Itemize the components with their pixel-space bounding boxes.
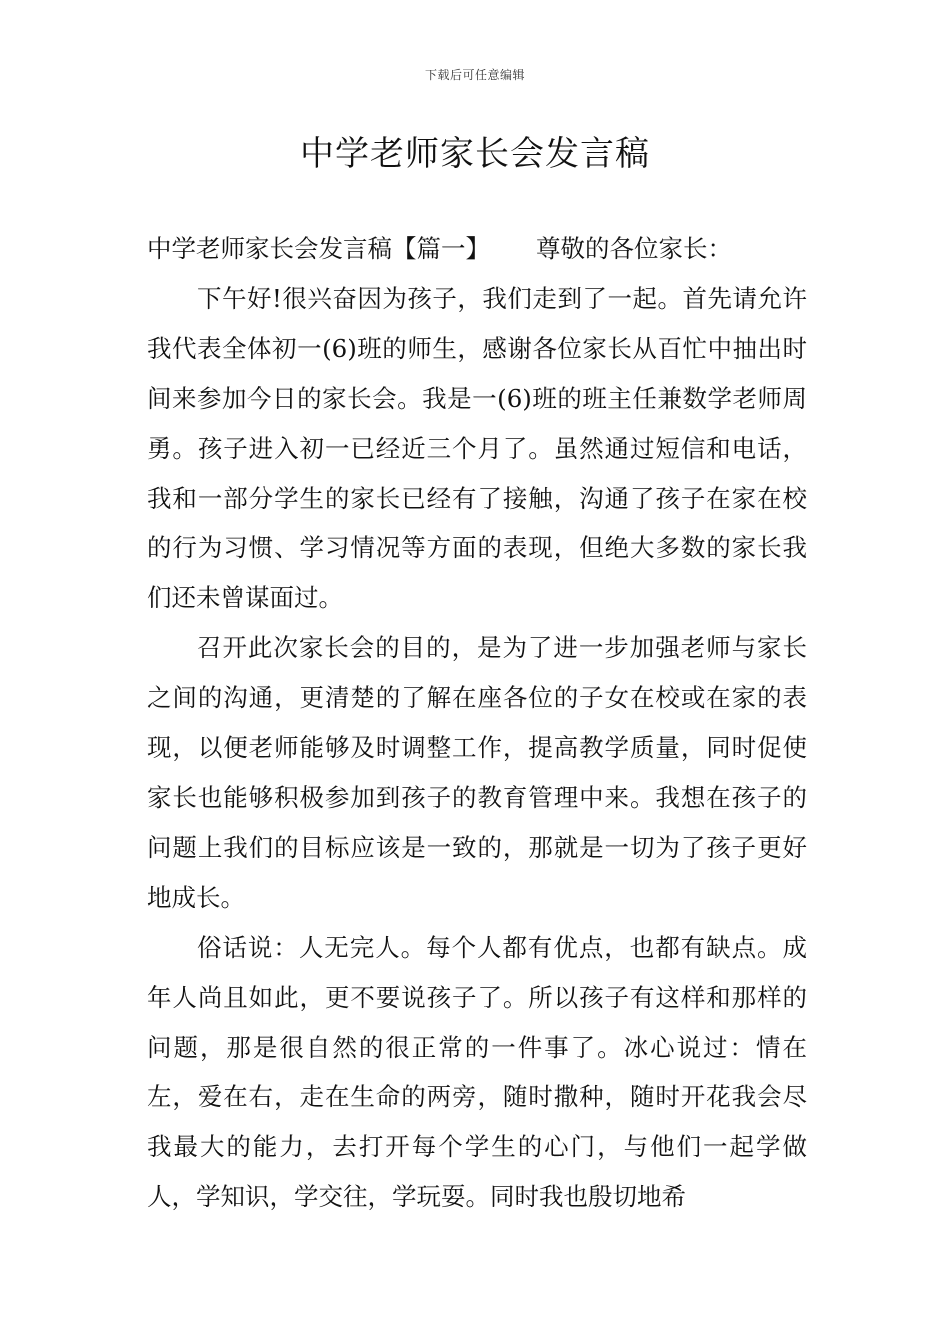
paragraph: 召开此次家长会的目的，是为了进一步加强老师与家长之间的沟通，更清楚的了解在座各位的子女在校或在家的表现，以便老师能够及时调整工作，提高教学质量，同时促使家长也能够积极参加到孩子的教育管理中来。我想在孩子的问题上我们的目标应该是一致的，那就是一切为了孩子更好地成长。 bbox=[147, 633, 807, 912]
paragraph: 下午好!很兴奋因为孩子，我们走到了一起。首先请允许我代表全体初一(6)班的师生，感谢各位家长从百忙中抽出时间来参加今日的家长会。我是一(6)班的班主任兼数学老师周勇。孩子进入初一已经近三个月了。虽然通过短信和电话，我和一部分学生的家长已经有了接触，沟通了孩子在家在校的行为习惯、学习情况等方面的表现，但绝大多数的家长我们还未曾谋面过。 bbox=[147, 283, 807, 613]
section-heading-line bbox=[147, 224, 807, 274]
paragraph: 俗话说：人无完人。每个人都有优点，也都有缺点。成年人尚且如此，更不要说孩子了。所以孩子有这样和那样的问题，那是很自然的很正常的一件事了。冰心说过：情在左，爱在右，走在生命的两旁，随时撒种，随时开花我会尽我最大的能力，去打开每个学生的心门，与他们一起学做人，学知识，学交往，学玩耍。同时我也殷切地希 bbox=[147, 932, 807, 1212]
document-body bbox=[147, 224, 807, 1222]
header-note: 下载后可任意编辑 bbox=[424, 68, 525, 82]
section-heading: 中学老师家长会发言稿【篇一】 bbox=[147, 234, 490, 263]
document-title: 中学老师家长会发言稿 bbox=[300, 134, 650, 174]
greeting: 尊敬的各位家长： bbox=[536, 234, 732, 263]
